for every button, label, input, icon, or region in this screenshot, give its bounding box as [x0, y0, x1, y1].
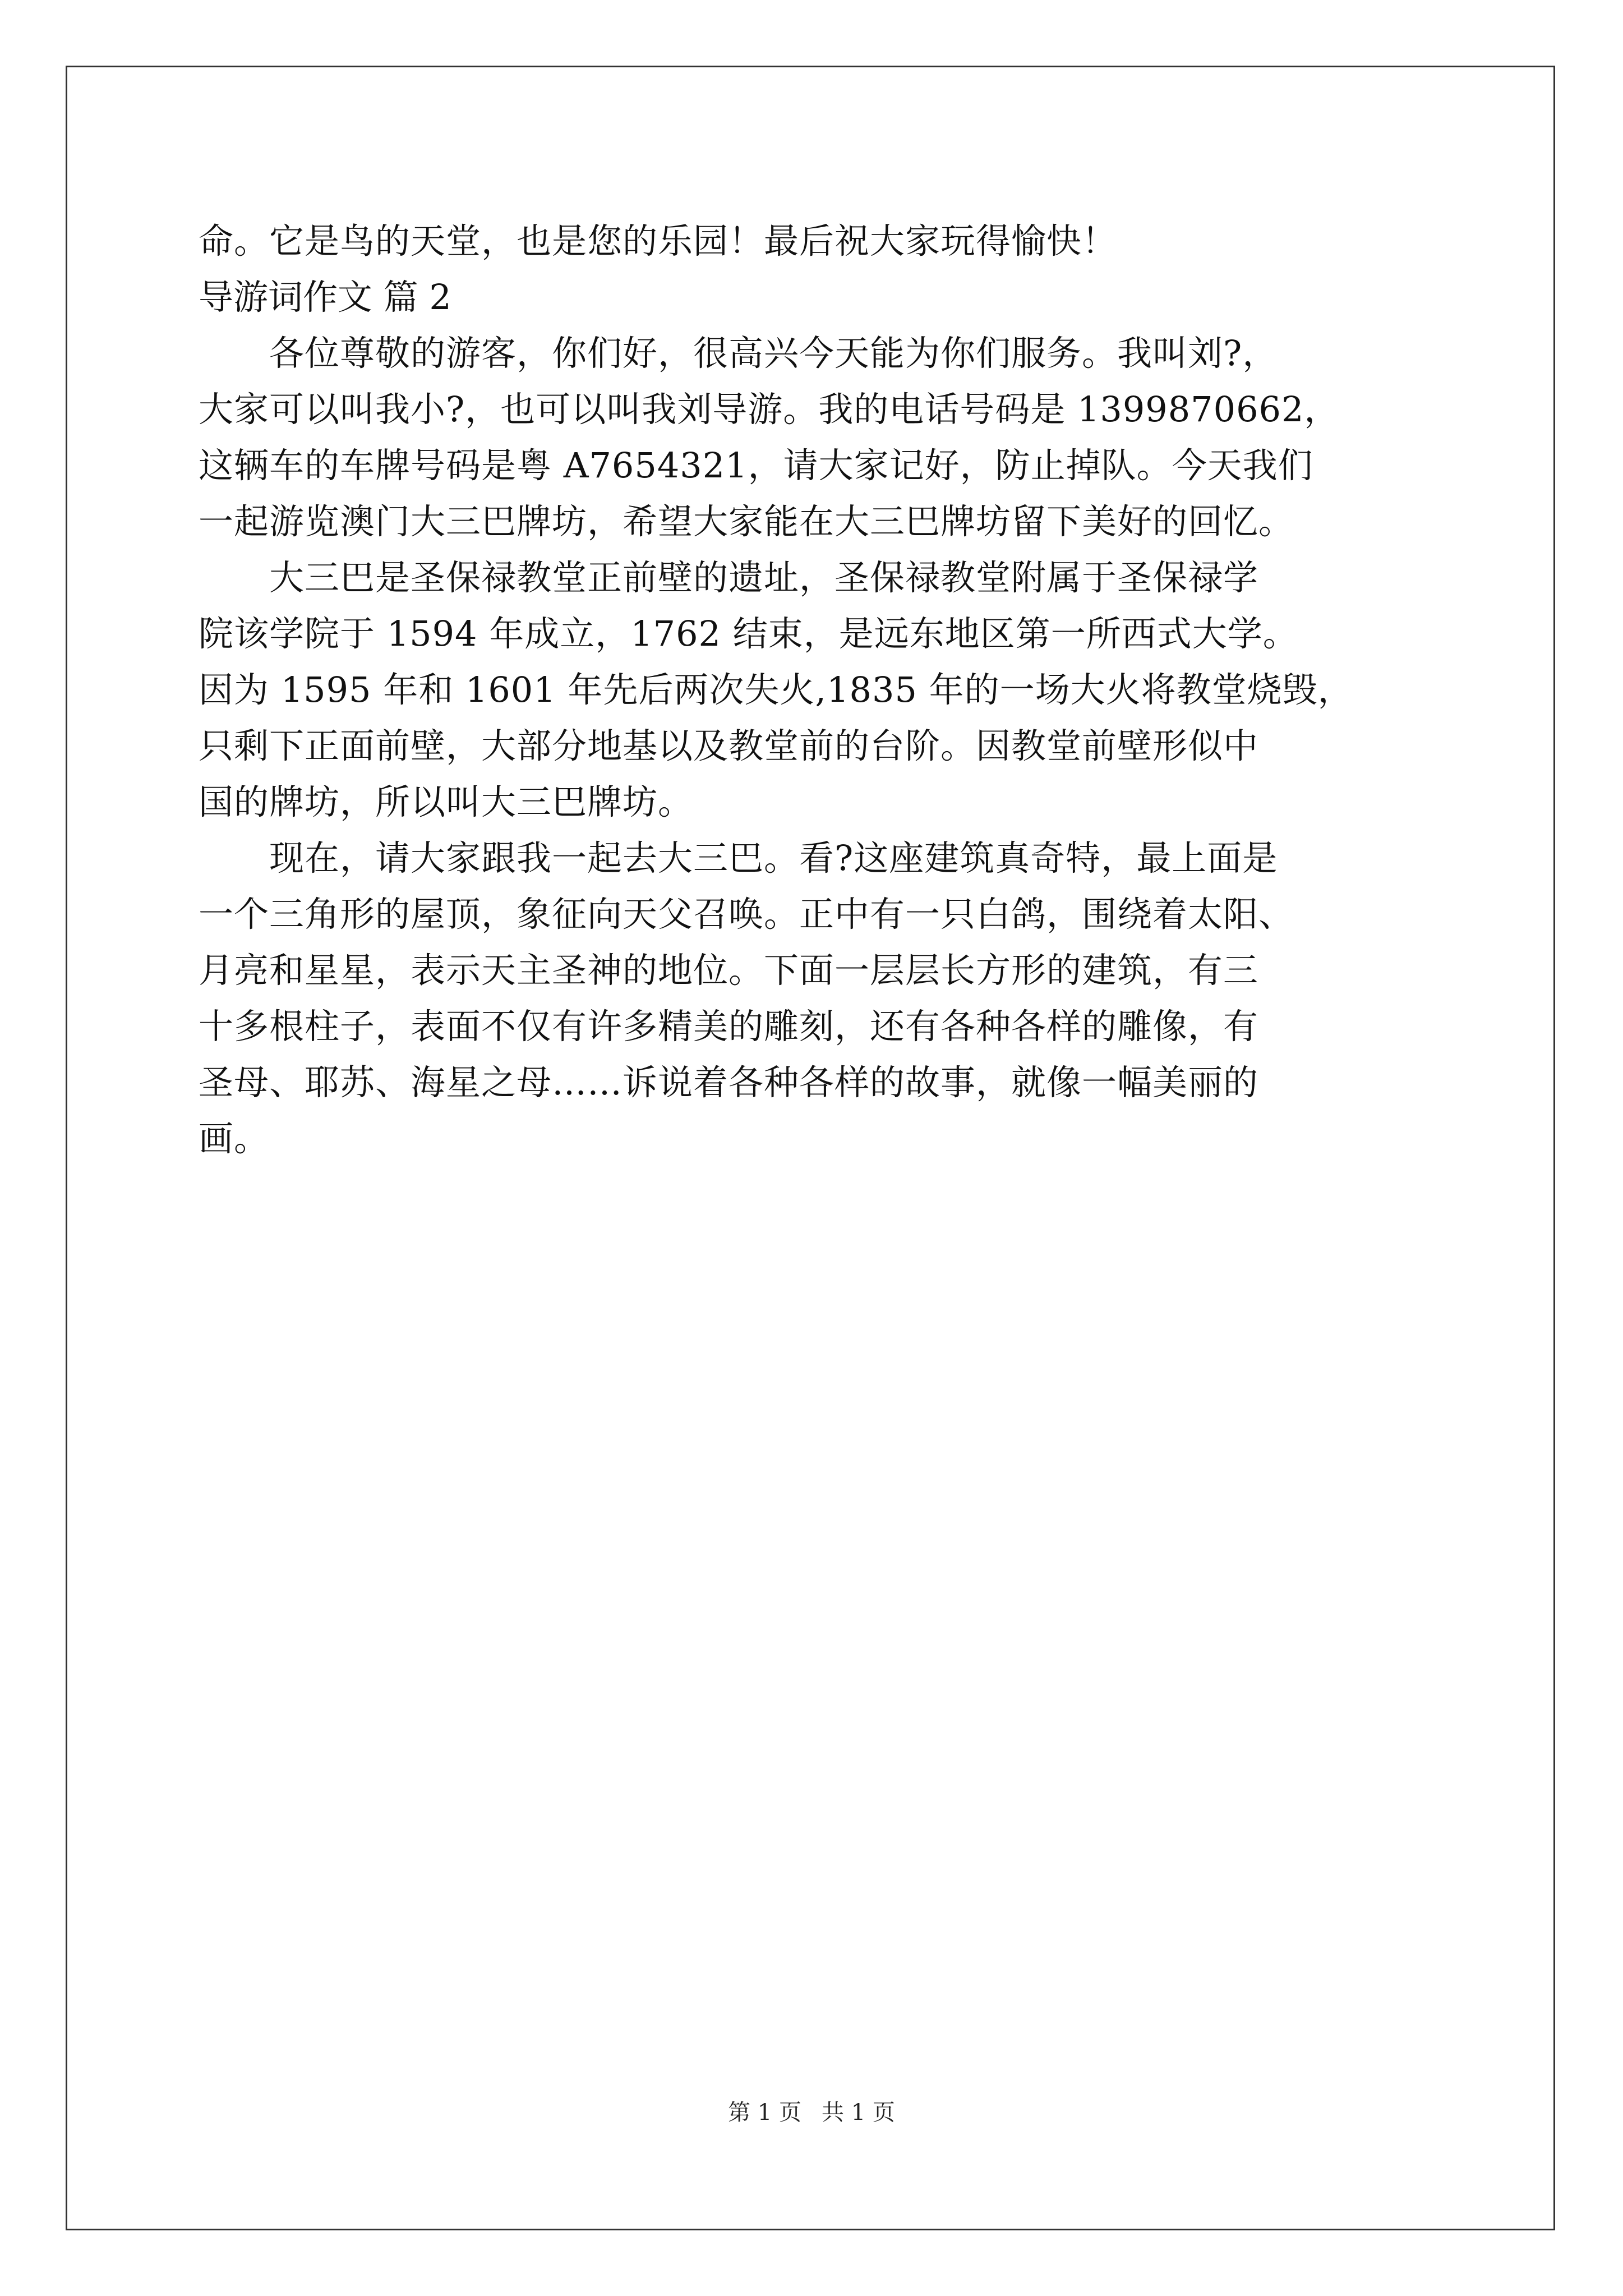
paragraph-line: 大家可以叫我小?，也可以叫我刘导游。我的电话号码是 1399870662，: [199, 389, 1340, 430]
paragraph-line: 现在，请大家跟我一起去大三巴。看?这座建筑真奇特，最上面是: [199, 838, 1278, 878]
paragraph-line: 一起游览澳门大三巴牌坊，希望大家能在大三巴牌坊留下美好的回忆。: [199, 501, 1294, 542]
paragraph-1: [199, 325, 1455, 550]
document-body: [199, 213, 1455, 1167]
paragraph-line: 只剩下正面前壁，大部分地基以及教堂前的台阶。因教堂前壁形似中: [199, 725, 1259, 766]
paragraph-line: 圣母、耶苏、海星之母……诉说着各种各样的故事，就像一幅美丽的: [199, 1062, 1259, 1103]
paragraph-line: 一个三角形的屋顶，象征向天父召唤。正中有一只白鸽，围绕着太阳、: [199, 894, 1294, 935]
page-footer: [0, 2097, 1623, 2128]
paragraph-2: [199, 550, 1455, 830]
paragraph-line: 十多根柱子，表面不仅有许多精美的雕刻，还有各种各样的雕像，有: [199, 1006, 1259, 1047]
page-number: 第 1 页: [728, 2100, 801, 2125]
paragraph-3: [199, 830, 1455, 1167]
paragraph-line: 因为 1595 年和 1601 年先后两次失火,1835 年的一场大火将教堂烧毁，: [199, 669, 1353, 710]
intro-line: 命。它是鸟的天堂，也是您的乐园！最后祝大家玩得愉快！: [199, 220, 1118, 261]
paragraph-line: 院该学院于 1594 年成立，1762 结束，是远东地区第一所西式大学。: [199, 613, 1298, 654]
paragraph-line: 大三巴是圣保禄教堂正前壁的遗址，圣保禄教堂附属于圣保禄学: [199, 557, 1259, 598]
paragraph-line: 国的牌坊，所以叫大三巴牌坊。: [199, 781, 694, 822]
paragraph-line: 画。: [199, 1118, 270, 1159]
section-heading: 导游词作文 篇 2: [199, 277, 451, 318]
page-total: 共 1 页: [822, 2100, 895, 2125]
paragraph-line: 各位尊敬的游客，你们好，很高兴今天能为你们服务。我叫刘?，: [199, 333, 1278, 374]
paragraph-line: 这辆车的车牌号码是粤 A7654321，请大家记好，防止掉队。今天我们: [199, 445, 1313, 486]
paragraph-line: 月亮和星星，表示天主圣神的地位。下面一层层长方形的建筑，有三: [199, 950, 1259, 991]
